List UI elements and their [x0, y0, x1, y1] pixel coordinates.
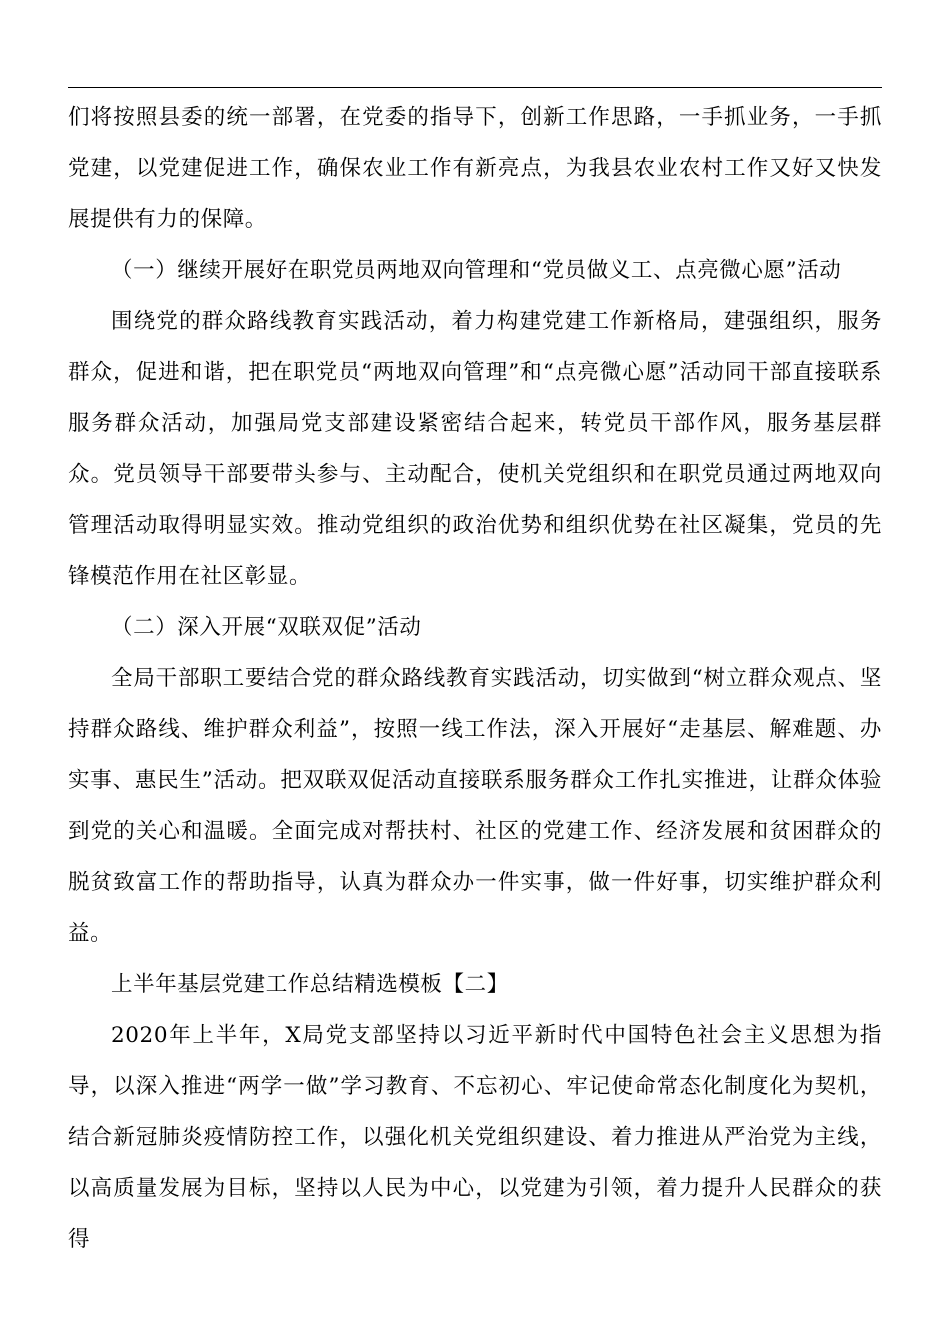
section-heading-one: （一）继续开展好在职党员两地双向管理和“党员做义工、点亮微心愿”活动: [111, 258, 842, 283]
section-heading-two: （二）深入开展“双联双促”活动: [111, 615, 422, 640]
template-title: 上半年基层党建工作总结精选模板【二】: [111, 972, 509, 997]
paragraph-2020-summary: 2020年上半年，X局党支部坚持以习近平新时代中国特色社会主义思想为指导，以深入推进“两学一做”学习教育、不忘初心、牢记使命常态化制度化为契机，结合新冠肺炎疫情防控工作，以强化机关党组织建设、着力推进从严治党为主线，以高质量发展为目标，坚持以人民为中心，以党建为引领，着力提升人民群众的获得: [68, 1023, 882, 1252]
paragraph-two-way-management: 围绕党的群众路线教育实践活动，着力构建党建工作新格局，建强组织，服务群众，促进和谐，把在职党员“两地双向管理”和“点亮微心愿”活动同干部直接联系服务群众活动，加强局党支部建设紧密结合起来，转党员干部作风，服务基层群众。党员领导干部要带头参与、主动配合，使机关党组织和在职党员通过两地双向管理活动取得明显实效。推动党组织的政治优势和组织优势在社区凝集，党员的先锋模范作用在社区彰显。: [68, 309, 882, 589]
document-page: [68, 0, 882, 1344]
paragraph-continuation: 们将按照县委的统一部署，在党委的指导下，创新工作思路，一手抓业务，一手抓党建，以党建促进工作，确保农业工作有新亮点，为我县农业农村工作又好又快发展提供有力的保障。: [68, 105, 882, 232]
document-body: [68, 92, 882, 1265]
header-rule: [68, 87, 882, 88]
paragraph-shuanglian-shuangcu: 全局干部职工要结合党的群众路线教育实践活动，切实做到“树立群众观点、坚持群众路线、维护群众利益”，按照一线工作法，深入开展好“走基层、解难题、办实事、惠民生”活动。把双联双促活动直接联系服务群众工作扎实推进，让群众体验到党的关心和温暖。全面完成对帮扶村、社区的党建工作、经济发展和贫困群众的脱贫致富工作的帮助指导，认真为群众办一件实事，做一件好事，切实维护群众利益。: [68, 666, 882, 946]
